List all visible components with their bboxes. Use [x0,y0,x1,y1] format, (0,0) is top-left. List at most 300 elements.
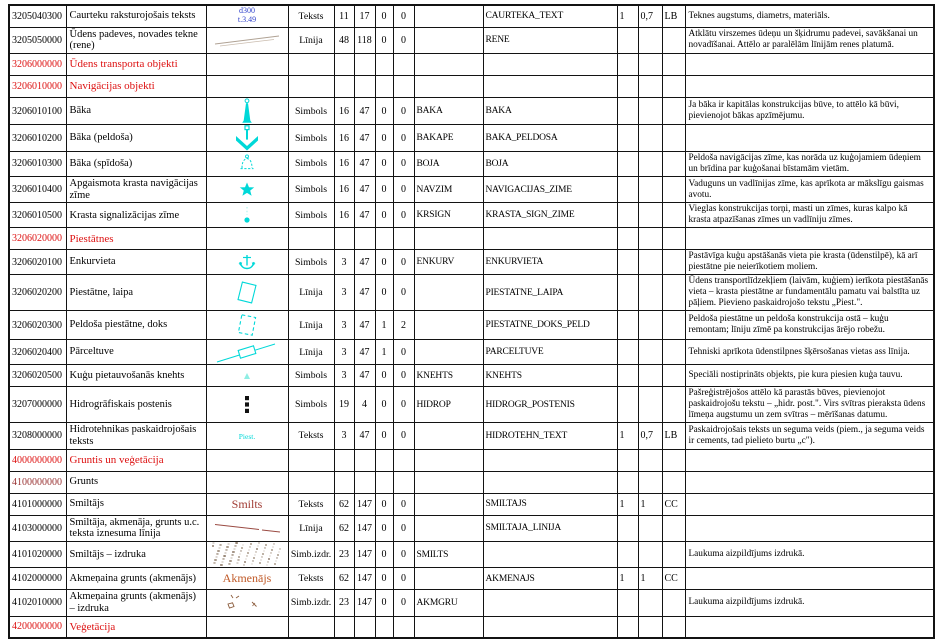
row-description: Krasta signalizācijas zīme [66,203,206,228]
row-name-long [483,76,617,98]
row-flag-2 [638,471,662,493]
row-num-4: 0 [393,365,414,387]
row-name-long: CAURTEKA_TEXT [483,5,617,27]
row-num-2 [354,449,375,471]
row-name-short [414,449,483,471]
row-description: Piestātne, laipa [66,275,206,311]
row-num-1: 3 [334,340,354,365]
row-description: Grunts [66,471,206,493]
row-num-2: 47 [354,423,375,450]
row-num-2: 47 [354,275,375,311]
row-flag-3: CC [662,568,685,590]
row-num-1: 3 [334,250,354,275]
row-name-long: PIESTATNE_DOKS_PELD [483,311,617,340]
row-num-2 [354,76,375,98]
row-geometry-type: Simbols [288,98,334,125]
row-flag-1: 1 [617,5,638,27]
row-name-short: ENKURV [414,250,483,275]
table-row [9,568,934,590]
dimension-text: d300 t.3.49 [237,6,257,25]
row-code: 3206020500 [9,365,66,387]
row-note [685,568,934,590]
row-name-long [483,616,617,638]
gauge-post-icon [244,398,250,410]
row-name-long [483,228,617,250]
row-num-4: 0 [393,152,414,177]
row-flag-3 [662,590,685,617]
row-flag-1 [617,54,638,76]
row-geometry-type: Līnija [288,515,334,542]
row-geometry-type: Līnija [288,340,334,365]
row-name-short [414,54,483,76]
row-code: 4101000000 [9,493,66,515]
row-symbol [206,203,288,228]
signal-dot-icon [243,209,251,221]
row-description: Bāka [66,98,206,125]
row-name-short: KRSIGN [414,203,483,228]
row-flag-2 [638,203,662,228]
row-num-3: 0 [375,5,393,27]
row-num-3: 0 [375,387,393,423]
row-flag-1 [617,250,638,275]
row-flag-3 [662,542,685,568]
row-num-1 [334,76,354,98]
row-geometry-type: Simbols [288,152,334,177]
row-flag-3 [662,449,685,471]
row-name-long [483,449,617,471]
bollard-icon [243,370,251,382]
row-num-2: 147 [354,568,375,590]
row-num-4: 0 [393,590,414,617]
row-num-3: 0 [375,176,393,203]
row-num-2: 47 [354,176,375,203]
row-num-4: 0 [393,542,414,568]
row-name-short [414,616,483,638]
row-flag-3: LB [662,423,685,450]
row-symbol [206,275,288,311]
row-num-3: 0 [375,125,393,152]
row-flag-3 [662,387,685,423]
dock-dashed-icon [230,319,264,331]
row-note: Paskaidrojošais teksts un seguma veids (piem., ja seguma veids ir cements, tad pielieto burtu „c"). [685,423,934,450]
row-flag-2 [638,590,662,617]
row-num-2: 47 [354,125,375,152]
row-num-4 [393,471,414,493]
row-name-short: KNEHTS [414,365,483,387]
table-row [9,387,934,423]
row-geometry-type [288,76,334,98]
table-row [9,176,934,203]
table-row [9,27,934,54]
row-flag-3 [662,471,685,493]
row-num-4 [393,449,414,471]
row-name-short: AKMGRU [414,590,483,617]
row-num-4 [393,76,414,98]
row-name-short [414,423,483,450]
row-symbol [206,471,288,493]
row-symbol [206,423,288,450]
row-num-2: 4 [354,387,375,423]
row-note: Pašreģistrējošos attēlo kā parastās būves, pievienojot paskaidrojošu tekstu – „hidr. post.". Virs svītras pieraksta ūdens līmeņa augstumu un zem svītras – mērīšanas datumu. [685,387,934,423]
row-num-3 [375,228,393,250]
row-symbol [206,365,288,387]
row-num-1 [334,449,354,471]
row-name-long: AKMENAJS [483,568,617,590]
row-num-4: 0 [393,176,414,203]
row-note: Peldoša navigācijas zīme, kas norāda uz kuģojamiem ūdeņiem un brīdina par kuģošanai bīstamām vietām. [685,152,934,177]
row-flag-2 [638,250,662,275]
row-description: Hidrotehnikas paskaidrojošais teksts [66,423,206,450]
row-num-2: 147 [354,515,375,542]
row-code: 3206010200 [9,125,66,152]
table-row [9,5,934,27]
row-flag-1 [617,449,638,471]
row-num-1: 16 [334,98,354,125]
row-description: Piestātnes [66,228,206,250]
row-flag-1 [617,27,638,54]
row-description: Peldoša piestātne, doks [66,311,206,340]
row-num-1: 16 [334,152,354,177]
row-note: Pastāvīga kuģu apstāšanās vieta pie krasta (ūdenstilpē), kā arī piestātne pie neierīkotiem moliem. [685,250,934,275]
row-note: Speciāli nostiprināts objekts, pie kura piesien kuģa tauvu. [685,365,934,387]
row-flag-1 [617,275,638,311]
row-symbol [206,568,288,590]
row-num-1: 3 [334,365,354,387]
row-name-short [414,515,483,542]
row-num-1 [334,471,354,493]
row-note: Vaduguns un vadlīnijas zīme, kas aprīkota ar mākslīgu gaismas avotu. [685,176,934,203]
row-flag-2 [638,152,662,177]
row-note: Ja bāka ir kapitālas konstrukcijas būve, to attēlo kā būvi, pievienojot bākas apzīmējumu. [685,98,934,125]
row-flag-3 [662,176,685,203]
row-num-4: 0 [393,275,414,311]
row-flag-2 [638,275,662,311]
lighthouse-icon [236,105,258,117]
row-num-4: 0 [393,250,414,275]
row-description: Bāka (spīdoša) [66,152,206,177]
row-num-3 [375,616,393,638]
row-description: Akmeņaina grunts (akmenājs) [66,568,206,590]
sample-text [231,496,263,511]
row-num-2: 47 [354,98,375,125]
row-description: Hidrogrāfiskais postenis [66,387,206,423]
table-row [9,76,934,98]
row-note [685,125,934,152]
row-flag-3 [662,152,685,177]
row-name-short: BAKA [414,98,483,125]
row-num-3 [375,449,393,471]
table-body [9,5,934,638]
row-symbol [206,542,288,568]
row-name-long [483,542,617,568]
row-num-4 [393,616,414,638]
row-name-long: KRASTA_SIGN_ZIME [483,203,617,228]
sample-text: Akmenājs [222,571,272,586]
row-note: Tehniski aprīkota ūdenstilpnes šķērsošanas vietas ass līnija. [685,340,934,365]
row-code: 3206020100 [9,250,66,275]
row-num-1: 62 [334,568,354,590]
row-num-1: 23 [334,590,354,617]
row-num-3: 1 [375,311,393,340]
document-page [8,4,935,639]
table-row [9,542,934,568]
row-description: Smiltājs [66,493,206,515]
sample-text: Piest. [238,431,256,441]
row-note: Atklātu virszemes ūdeņu un šķidrumu padevei, savākšanai un novadīšanai. Attēlo ar paralēlām līnijām renes platumā. [685,27,934,54]
row-geometry-type: Simbols [288,203,334,228]
row-note: Vieglas konstrukcijas torņi, masti un zīmes, kuras kalpo kā krasta atpazīšanas zīmes un vadlīniju zīmes. [685,203,934,228]
row-symbol [206,152,288,177]
row-name-short [414,311,483,340]
row-num-3: 0 [375,152,393,177]
row-name-long: BOJA [483,152,617,177]
row-flag-1: 1 [617,423,638,450]
row-flag-2 [638,76,662,98]
table-row [9,616,934,638]
row-code: 4000000000 [9,449,66,471]
row-num-3: 1 [375,340,393,365]
row-note [685,616,934,638]
row-flag-1 [617,542,638,568]
row-num-4: 2 [393,311,414,340]
row-flag-3 [662,616,685,638]
table-row [9,125,934,152]
row-name-short: BOJA [414,152,483,177]
row-name-short: HIDROP [414,387,483,423]
row-flag-3 [662,54,685,76]
row-num-1: 3 [334,311,354,340]
row-symbol [206,311,288,340]
row-num-1: 3 [334,275,354,311]
row-geometry-type: Līnija [288,27,334,54]
row-num-4 [393,54,414,76]
table-row [9,228,934,250]
row-flag-2 [638,449,662,471]
row-flag-3 [662,250,685,275]
row-geometry-type [288,449,334,471]
row-name-long: PIESTATNE_LAIPA [483,275,617,311]
callout-text [237,6,257,25]
row-num-4: 0 [393,98,414,125]
row-code: 3206010000 [9,76,66,98]
row-flag-3 [662,275,685,311]
row-num-3: 0 [375,515,393,542]
row-symbol [206,590,288,617]
row-num-2: 17 [354,5,375,27]
row-geometry-type: Simbols [288,176,334,203]
row-name-short [414,228,483,250]
sand-speckle-icon [210,548,284,560]
row-name-short: BAKAPE [414,125,483,152]
row-name-long: RENE [483,27,617,54]
row-num-4: 0 [393,125,414,152]
row-description: Apgaismota krasta navigācijas zīme [66,176,206,203]
row-geometry-type: Simb.izdr. [288,542,334,568]
row-num-4: 0 [393,203,414,228]
channel-line-icon [208,34,286,46]
row-flag-2: 0,7 [638,5,662,27]
row-symbol [206,449,288,471]
row-num-3 [375,54,393,76]
row-geometry-type [288,54,334,76]
row-geometry-type: Simbols [288,365,334,387]
star-icon [239,183,255,195]
row-num-4: 0 [393,340,414,365]
row-flag-2 [638,311,662,340]
table-row [9,365,934,387]
sample-text [223,573,272,585]
row-num-2: 147 [354,542,375,568]
row-num-1: 23 [334,542,354,568]
row-flag-1 [617,471,638,493]
stones-icon [219,596,275,608]
row-note [685,449,934,471]
row-num-4: 0 [393,5,414,27]
row-code: 3206020200 [9,275,66,311]
leader-line-icon [207,522,287,534]
row-note: Ūdens transportlīdzekļiem (laivām, kuģiem) ierīkota piestāšanās vieta – krasta piestātne ar fundamentālu pamatu vai balstīta uz pāļiem. Pievieno paskaidrojošo tekstu „Piest.". [685,275,934,311]
row-name-long: BAKA [483,98,617,125]
row-symbol [206,54,288,76]
row-flag-2 [638,542,662,568]
row-description: Veģetācija [66,616,206,638]
row-name-short: NAVZIM [414,176,483,203]
row-num-1 [334,616,354,638]
row-geometry-type [288,616,334,638]
symbol-spec-table [8,4,935,639]
row-num-1 [334,54,354,76]
row-symbol [206,515,288,542]
row-flag-3 [662,76,685,98]
row-flag-2 [638,365,662,387]
row-symbol [206,98,288,125]
row-flag-1 [617,365,638,387]
row-description: Caurteku raksturojošais teksts [66,5,206,27]
row-note [685,54,934,76]
row-geometry-type: Simb.izdr. [288,590,334,617]
row-name-long [483,471,617,493]
anchor-float-icon [234,132,260,144]
row-num-1: 16 [334,203,354,228]
row-symbol [206,125,288,152]
row-note [685,228,934,250]
row-num-3: 0 [375,493,393,515]
row-name-long: HIDROTEHN_TEXT [483,423,617,450]
row-code: 4100000000 [9,471,66,493]
row-num-1: 62 [334,515,354,542]
row-flag-3 [662,311,685,340]
table-row [9,449,934,471]
row-flag-1: 1 [617,493,638,515]
row-flag-1 [617,228,638,250]
row-name-short [414,568,483,590]
row-flag-3 [662,98,685,125]
row-flag-3: CC [662,493,685,515]
sample-text [239,430,255,442]
row-flag-1 [617,98,638,125]
row-description: Navigācijas objekti [66,76,206,98]
row-name-long: SMILTAJA_LINIJA [483,515,617,542]
row-code: 3206010500 [9,203,66,228]
row-flag-1 [617,616,638,638]
sample-text: Smilts [231,496,263,511]
row-flag-2 [638,98,662,125]
row-description: Enkurvieta [66,250,206,275]
row-code: 4102010000 [9,590,66,617]
row-geometry-type: Līnija [288,275,334,311]
row-num-2: 47 [354,152,375,177]
row-symbol [206,616,288,638]
row-geometry-type: Teksts [288,493,334,515]
row-code: 3205050000 [9,27,66,54]
row-flag-2 [638,54,662,76]
row-num-3: 0 [375,203,393,228]
row-code: 4101020000 [9,542,66,568]
row-flag-3 [662,125,685,152]
row-num-3: 0 [375,590,393,617]
row-flag-1 [617,125,638,152]
row-note [685,471,934,493]
row-code: 3206010400 [9,176,66,203]
row-name-long: HIDROGR_POSTENIS [483,387,617,423]
row-num-4: 0 [393,387,414,423]
row-num-4: 0 [393,568,414,590]
row-num-2: 47 [354,250,375,275]
table-row [9,493,934,515]
row-geometry-type: Teksts [288,568,334,590]
row-name-long: BAKA_PELDOSA [483,125,617,152]
row-symbol [206,5,288,27]
row-flag-2 [638,228,662,250]
row-num-1: 11 [334,5,354,27]
row-num-1: 3 [334,423,354,450]
row-code: 4103000000 [9,515,66,542]
row-name-long: ENKURVIETA [483,250,617,275]
row-flag-1 [617,311,638,340]
row-note: Peldoša piestātne un peldoša konstrukcija ostā – kuģu remontam; līniju zīmē pa konstrukcijas ārējo robežu. [685,311,934,340]
row-flag-2: 0,7 [638,423,662,450]
row-name-long [483,54,617,76]
row-name-long [483,590,617,617]
row-num-2 [354,616,375,638]
row-name-short [414,27,483,54]
row-num-3 [375,471,393,493]
row-num-4 [393,228,414,250]
row-num-3 [375,76,393,98]
row-code: 3205040300 [9,5,66,27]
bell-icon [237,158,257,170]
row-num-2: 47 [354,340,375,365]
row-num-4: 0 [393,423,414,450]
row-num-4: 0 [393,493,414,515]
anchor-icon [237,256,257,268]
row-code: 3206000000 [9,54,66,76]
row-num-1: 48 [334,27,354,54]
table-row [9,54,934,76]
row-name-short [414,76,483,98]
row-flag-2 [638,125,662,152]
row-code: 4200000000 [9,616,66,638]
row-code: 3208000000 [9,423,66,450]
row-flag-1 [617,590,638,617]
row-flag-1 [617,76,638,98]
row-description: Smiltāja, akmenāja, grunts u.c. teksta iznesuma līnija [66,515,206,542]
pier-outline-icon [230,286,264,298]
row-name-short [414,275,483,311]
row-flag-3 [662,515,685,542]
table-row [9,423,934,450]
row-flag-3 [662,228,685,250]
